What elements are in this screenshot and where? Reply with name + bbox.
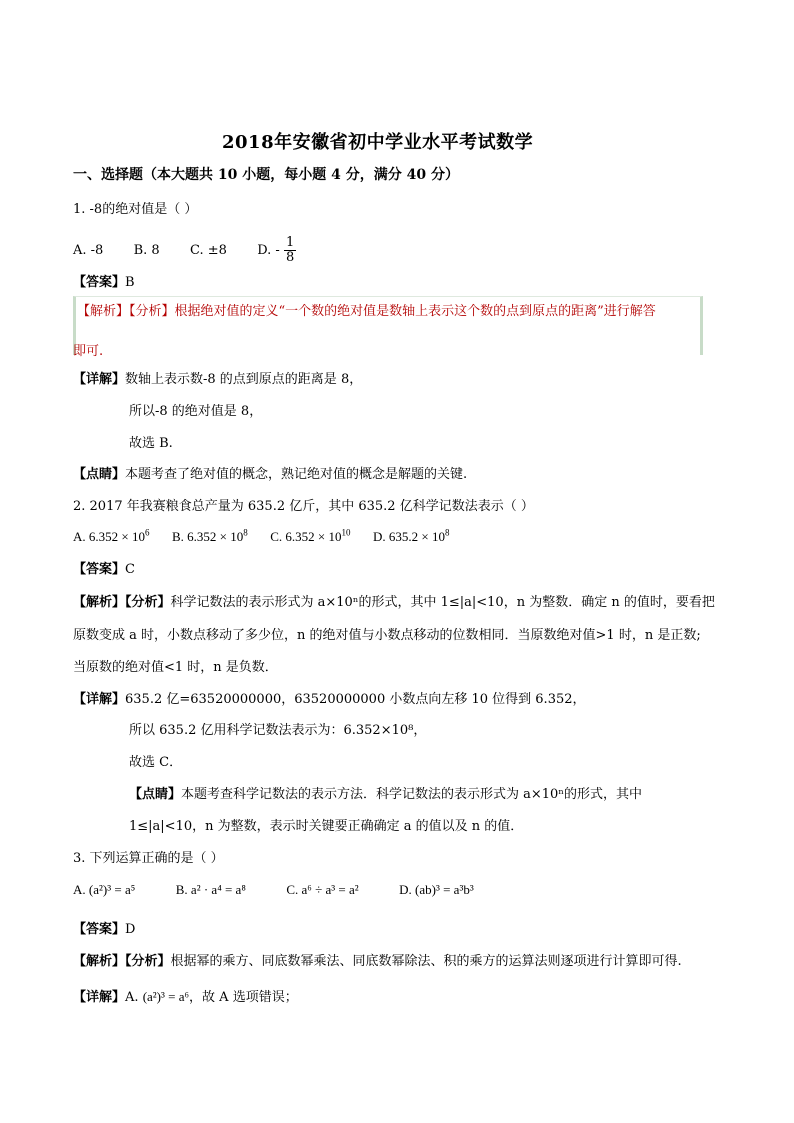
answer-value: C	[125, 562, 135, 577]
point-tag: 【点睛】	[129, 787, 182, 802]
option-c	[270, 529, 350, 544]
answer-value: B	[125, 275, 135, 290]
question-1-point	[73, 463, 467, 482]
option-a: A. (a²)³ = a⁵	[73, 882, 136, 897]
question-3-answer	[73, 918, 135, 937]
question-3-detail	[73, 986, 298, 1005]
analysis-text: 根据幂的乘方、同底数幂乘法、同底数幂除法、积的乘方的运算法则逐项进行计算即可得.	[170, 954, 682, 969]
question-3-options	[73, 882, 474, 898]
option-b: B. 8	[133, 243, 160, 258]
question-1-detail-line2: 所以-8 的绝对值是 8，	[129, 404, 263, 419]
option-c-exponent: 10	[341, 528, 351, 538]
question-3-analysis	[73, 950, 682, 969]
answer-tag: 【答案】	[73, 922, 126, 937]
option-d-exponent: 8	[445, 528, 450, 538]
option-a-exponent: 6	[144, 528, 150, 538]
option-d: D. (ab)³ = a³b³	[399, 882, 474, 897]
detail-option-label: A.	[125, 990, 139, 1005]
question-2-point	[129, 783, 642, 802]
question-2-detail-line2: 所以 635.2 亿用科学记数法表示为：6.352×10⁸，	[129, 723, 427, 738]
page-title: 2018年安徽省初中学业水平考试数学	[222, 132, 534, 153]
option-c-base: C. 6.352 × 10	[270, 529, 342, 545]
fraction-denominator: 8	[285, 250, 295, 265]
detail-line: 数轴上表示数-8 的点到原点的距离是 8，	[125, 372, 363, 387]
question-2-analysis-line2: 原数变成 a 时，小数点移动了多少位，n 的绝对值与小数点移动的位数相同．当原数绝对值>1 时，n 是正数;	[73, 628, 701, 643]
option-b-base: B. 6.352 × 10	[171, 529, 244, 545]
question-2-options	[73, 528, 450, 545]
question-2-detail-line3: 故选 C．	[129, 755, 183, 770]
question-2-point-line2: 1≤|a|<10，n 为整数，表示时关键要正确确定 a 的值以及 n 的值．	[129, 819, 524, 834]
question-3-stem: 3. 下列运算正确的是（ ）	[73, 851, 224, 866]
question-1-detail-line3: 故选 B.	[129, 436, 173, 451]
analysis-tag: 【解析】【分析】	[73, 954, 171, 969]
answer-value: D	[125, 922, 136, 937]
option-d	[373, 529, 449, 544]
fraction-numerator: 1	[285, 235, 295, 250]
question-1-detail	[73, 368, 362, 387]
question-2-detail	[73, 688, 586, 707]
question-1-analysis-line1: 【解析】【分析】根据绝对值的定义“一个数的绝对值是数轴上表示这个数的点到原点的距离”进行解答	[77, 304, 656, 319]
question-1-answer	[73, 271, 135, 290]
option-d: D. -	[257, 243, 280, 258]
detail-line: 635.2 亿=63520000000，63520000000 小数点向左移 10 位得到 6.352，	[125, 692, 586, 707]
detail-tag: 【详解】	[73, 372, 126, 387]
option-a	[73, 529, 149, 544]
detail-conclusion: ，故 A 选项错误；	[189, 990, 298, 1005]
analysis-tag: 【解析】【分析】	[73, 595, 171, 610]
option-c: C. a⁶ ÷ a³ = a²	[286, 882, 359, 897]
option-a: A. -8	[73, 243, 104, 258]
question-1-stem: 1. -8的绝对值是（ ）	[73, 202, 198, 217]
answer-tag: 【答案】	[73, 562, 126, 577]
section-heading: 一、选择题（本大题共 10 小题，每小题 4 分，满分 40 分）	[73, 167, 459, 183]
point-text: 本题考查了绝对值的概念，熟记绝对值的概念是解题的关键.	[125, 467, 468, 482]
option-b	[172, 529, 248, 544]
option-d-base: D. 635.2 × 10	[373, 529, 445, 545]
point-text: 本题考查科学记数法的表示方法．科学记数法的表示形式为 a×10ⁿ的形式，其中	[181, 787, 642, 802]
point-tag: 【点睛】	[73, 467, 126, 482]
detail-tag: 【详解】	[73, 990, 126, 1005]
detail-expression: (a²)³ = a⁶	[142, 989, 190, 1004]
question-2-stem: 2. 2017 年我赛粮食总产量为 635.2 亿斤，其中 635.2 亿科学记数法表示（ ）	[73, 499, 534, 514]
option-c: C. ±8	[189, 243, 227, 258]
question-1-analysis-line2: 即可.	[73, 344, 104, 359]
option-a-base: A. 6.352 × 10	[73, 529, 145, 545]
option-b-exponent: 8	[243, 528, 248, 538]
question-2-answer	[73, 558, 135, 577]
question-2-analysis-line1	[73, 591, 715, 610]
question-2-analysis-line3: 当原数的绝对值<1 时，n 是负数．	[73, 660, 278, 675]
fraction-one-eighth	[284, 236, 296, 265]
answer-tag: 【答案】	[73, 275, 126, 290]
option-b: B. a² · a⁴ = a⁸	[175, 882, 246, 897]
analysis-text: 科学记数法的表示形式为 a×10ⁿ的形式，其中 1≤|a|<10，n 为整数．确定 n 的值时，要看把	[170, 595, 715, 610]
question-1-options	[73, 236, 296, 265]
detail-tag: 【详解】	[73, 692, 126, 707]
